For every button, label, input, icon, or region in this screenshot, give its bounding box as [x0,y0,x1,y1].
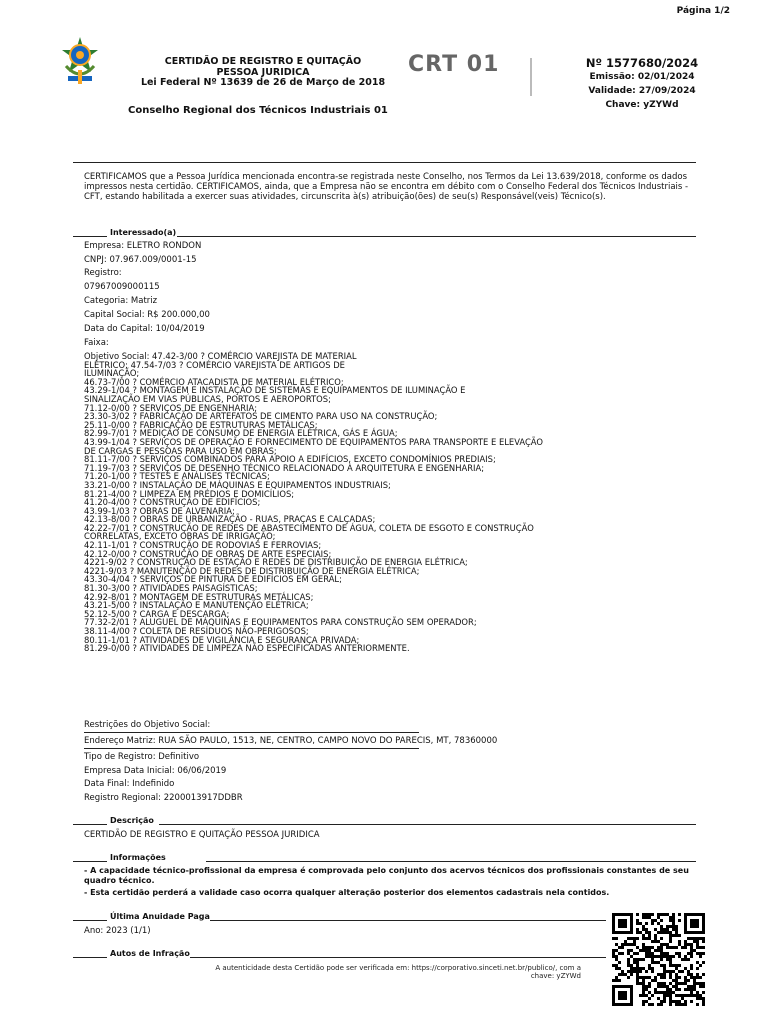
informacoes-label: Informações [110,853,166,862]
data-capital-field: Data do Capital: 10/04/2019 [84,324,205,334]
coat-of-arms-icon [60,36,100,88]
objective-line: ELÉTRICO; 47.54-7/03 ? COMÉRCIO VAREJISTA DE ARTIGOS DE [84,359,345,370]
certificate-number: Nº 1577680/2024 [585,56,699,70]
objective-line: 23.30-3/02 ? FABRICAÇÃO DE ARTEFATOS DE CIMENTO PARA USO NA CONSTRUÇÃO; [84,411,438,422]
objective-line: 43.99-1/04 ? SERVIÇOS DE OPERAÇÃO E FORNECIMENTO DE EQUIPAMENTOS PARA TRANSPORTE E ELEVAÇÃO [84,436,543,447]
objective-line: 43.29-1/04 ? MONTAGEM E INSTALAÇÃO DE SISTEMAS E EQUIPAMENTOS DE ILUMINAÇÃO E [84,385,466,396]
data-inicial-field: Empresa Data Inicial: 06/06/2019 [84,766,227,776]
tipo-registro-field: Tipo de Registro: Definitivo [84,752,200,762]
objective-line: 33.21-0/00 ? INSTALAÇÃO DE MÁQUINAS E EQUIPAMENTOS INDUSTRIAIS; [84,479,391,490]
law-reference: Lei Federal Nº 13639 de 26 de Março de 2018 [140,77,386,88]
objective-line: 71.12-0/00 ? SERVIÇOS DE ENGENHARIA; [84,402,258,413]
informacoes-list [84,866,692,898]
objective-line: DE CARGAS E PESSOAS PARA USO EM OBRAS; [84,445,277,456]
title-line-2: PESSOA JURIDICA [216,66,310,78]
restricoes-field: Restrições do Objetivo Social: [84,720,211,730]
registro-label: Registro: [84,268,122,278]
intro-paragraph: CERTIFICAMOS que a Pessoa Jurídica mencionada encontra-se registrada neste Conselho, nos Termos da Lei 13.639/2018, conforme os dados impressos nesta certidão. CERTIFICAMOS, ainda, que a Empresa não se encontra em débito com o Conselho Federal dos Técnicos Industriais - CFT, estando habilitada a exercer suas atividades, circunscrita à(s) atribuição(ões) de seu(s) Responsável(veis) Técnico(s). [84,172,689,202]
objective-line: 46.73-7/00 ? COMÉRCIO ATACADISTA DE MATERIAL ELÉTRICO; [84,376,344,387]
objective-line: 42.92-8/01 ? MONTAGEM DE ESTRUTURAS METÁLICAS; [84,591,314,602]
objective-line: 81.11-7/00 ? SERVIÇOS COMBINADOS PARA APOIO A EDIFÍCIOS, EXCETO CONDOMÍNIOS PREDIAIS; [84,454,496,465]
anuidade-rule-right [210,920,606,921]
anuidade-label: Última Anuidade Paga [110,912,210,921]
certificate-key: Chave: yZYWd [605,100,679,110]
objective-line: 42.11-1/01 ? CONSTRUÇÃO DE RODOVIAS E FERROVIAS; [84,540,322,551]
descricao-text: CERTIDÃO DE REGISTRO E QUITAÇÃO PESSOA JURIDICA [84,830,320,840]
council-name: Conselho Regional dos Técnicos Industriais 01 [128,105,388,116]
emission-date: Emissão: 02/01/2024 [589,72,695,82]
objective-line: 38.11-4/00 ? COLETA DE RESÍDUOS NÃO-PERIGOSOS; [84,626,309,636]
info-item: - Esta certidão perderá a validade caso ocorra qualquer alteração posterior dos elementos cadastrais nela contidos. [84,888,610,897]
registro-value: 07967009000115 [84,282,160,292]
registro-regional-field: Registro Regional: 2200013917DDBR [84,793,243,803]
objective-line: 42.13-8/00 ? OBRAS DE URBANIZAÇÃO - RUAS, PRAÇAS E CALÇADAS; [84,514,376,525]
autos-label: Autos de Infração [110,949,190,958]
cnpj-field: CNPJ: 07.967.009/0001-15 [84,255,197,265]
info-item: - A capacidade técnico-profissional da empresa é comprovada pelo conjunto dos acervos técnicos dos profissionais constantes de seu quadro técnico. [84,866,689,885]
data-final-field: Data Final: Indefinido [84,779,175,789]
objective-line: 43.99-1/03 ? OBRAS DE ALVENARIA; [84,505,235,516]
categoria-field: Categoria: Matriz [84,296,158,306]
objective-line: 81.29-0/00 ? ATIVIDADES DE LIMPEZA NÃO ESPECIFICADAS ANTERIORMENTE. [84,643,410,654]
objective-line: ILUMINAÇÃO; [84,368,140,379]
certificate-info [560,56,724,112]
authenticity-note [176,964,581,980]
objective-line: CORRELATAS, EXCETO OBRAS DE IRRIGAÇÃO; [84,531,276,542]
objective-line: 4221-9/02 ? CONSTRUÇÃO DE ESTAÇÃO E REDES DE DISTRIBUIÇÃO DE ENERGIA ELÉTRICA; [84,557,468,568]
objective-line: 42.22-7/01 ? CONSTRUÇÃO DE REDES DE ABASTECIMENTO DE ÁGUA, COLETA DE ESGOTO E CONSTRUÇÃO [84,522,534,533]
section-rule-right [177,236,696,237]
header-divider [530,58,532,96]
objective-line: 52.12-5/00 ? CARGA E DESCARGA; [84,608,230,619]
objective-line: 77.32-2/01 ? ALUGUEL DE MÁQUINAS E EQUIPAMENTOS PARA CONSTRUÇÃO SEM OPERADOR; [84,617,477,628]
objective-line: SINALIZAÇÃO EM VIAS PÚBLICAS, PORTOS E AEROPORTOS; [84,393,331,404]
anuidade-text: Ano: 2023 (1/1) [84,926,151,936]
authenticity-line-2: chave: yZYWd [530,972,581,980]
empresa-field: Empresa: ELETRO RONDON [84,241,202,251]
header-title [118,57,408,89]
validity-date: Validade: 27/09/2024 [588,86,696,96]
objective-line: 43.30-4/04 ? SERVIÇOS DE PINTURA DE EDIFÍCIOS EM GERAL; [84,574,342,585]
endereco-rule [84,748,419,749]
descricao-label: Descrição [110,816,154,825]
objective-list [84,352,594,653]
objective-line: 81.30-3/00 ? ATIVIDADES PAISAGÍSTICAS; [84,583,258,594]
objective-line: 71.20-1/00 ? TESTES E ANÁLISES TÉCNICAS; [84,471,270,482]
objective-line: 4221-9/03 ? MANUTENÇÃO DE REDES DE DISTRIBUIÇÃO DE ENERGIA ELÉTRICA; [84,565,420,576]
anuidade-rule-left [73,920,107,921]
objective-line: 81.21-4/00 ? LIMPEZA EM PRÉDIOS E DOMICÍLIOS; [84,488,295,499]
objective-line: Objetivo Social: 47.42-3/00 ? COMÉRCIO VAREJISTA DE MATERIAL [84,351,357,361]
qr-code-icon [612,913,705,1006]
descricao-rule-right [159,824,696,825]
objective-line: 42.12-0/00 ? CONSTRUÇÃO DE OBRAS DE ARTE ESPECIAIS; [84,548,332,559]
restricoes-rule [84,732,419,733]
authenticity-line-1: A autenticidade desta Certidão pode ser verificada em: https://corporativo.sinceti.net.br/publico/, com a [215,964,581,972]
objective-line: 25.11-0/00 ? FABRICAÇÃO DE ESTRUTURAS METÁLICAS; [84,419,318,430]
top-rule [73,162,696,163]
objective-line: 71.19-7/03 ? SERVIÇOS DE DESENHO TÉCNICO RELACIONADO À ARQUITETURA E ENGENHARIA; [84,462,485,473]
info-rule-left [73,861,107,862]
objective-line: 80.11-1/01 ? ATIVIDADES DE VIGILÂNCIA E SEGURANÇA PRIVADA; [84,634,360,645]
faixa-field: Faixa: [84,338,109,348]
crt-label: CRT 01 [408,52,500,77]
interessado-label: Interessado(a) [110,228,177,237]
page-number: Página 1/2 [676,6,730,16]
objective-line: 82.99-7/01 ? MEDIÇÃO DE CONSUMO DE ENERGIA ELÉTRICA, GÁS E ÁGUA; [84,428,398,439]
section-rule-left [73,236,107,237]
endereco-field: Endereço Matriz: RUA SÃO PAULO, 1513, NE, CENTRO, CAMPO NOVO DO PARECIS, MT, 78360000 [84,736,498,746]
objective-line: 43.21-5/00 ? INSTALAÇÃO E MANUTENÇÃO ELÉTRICA; [84,600,309,611]
autos-rule-right [190,957,606,958]
objective-line: 41.20-4/00 ? CONSTRUÇÃO DE EDIFÍCIOS; [84,497,261,508]
capital-field: Capital Social: R$ 200.000,00 [84,310,210,320]
descricao-rule-left [73,824,107,825]
info-rule-right [206,861,696,862]
title-line-1: CERTIDÃO DE REGISTRO E QUITAÇÃO [164,56,362,67]
autos-rule-left [73,957,107,958]
